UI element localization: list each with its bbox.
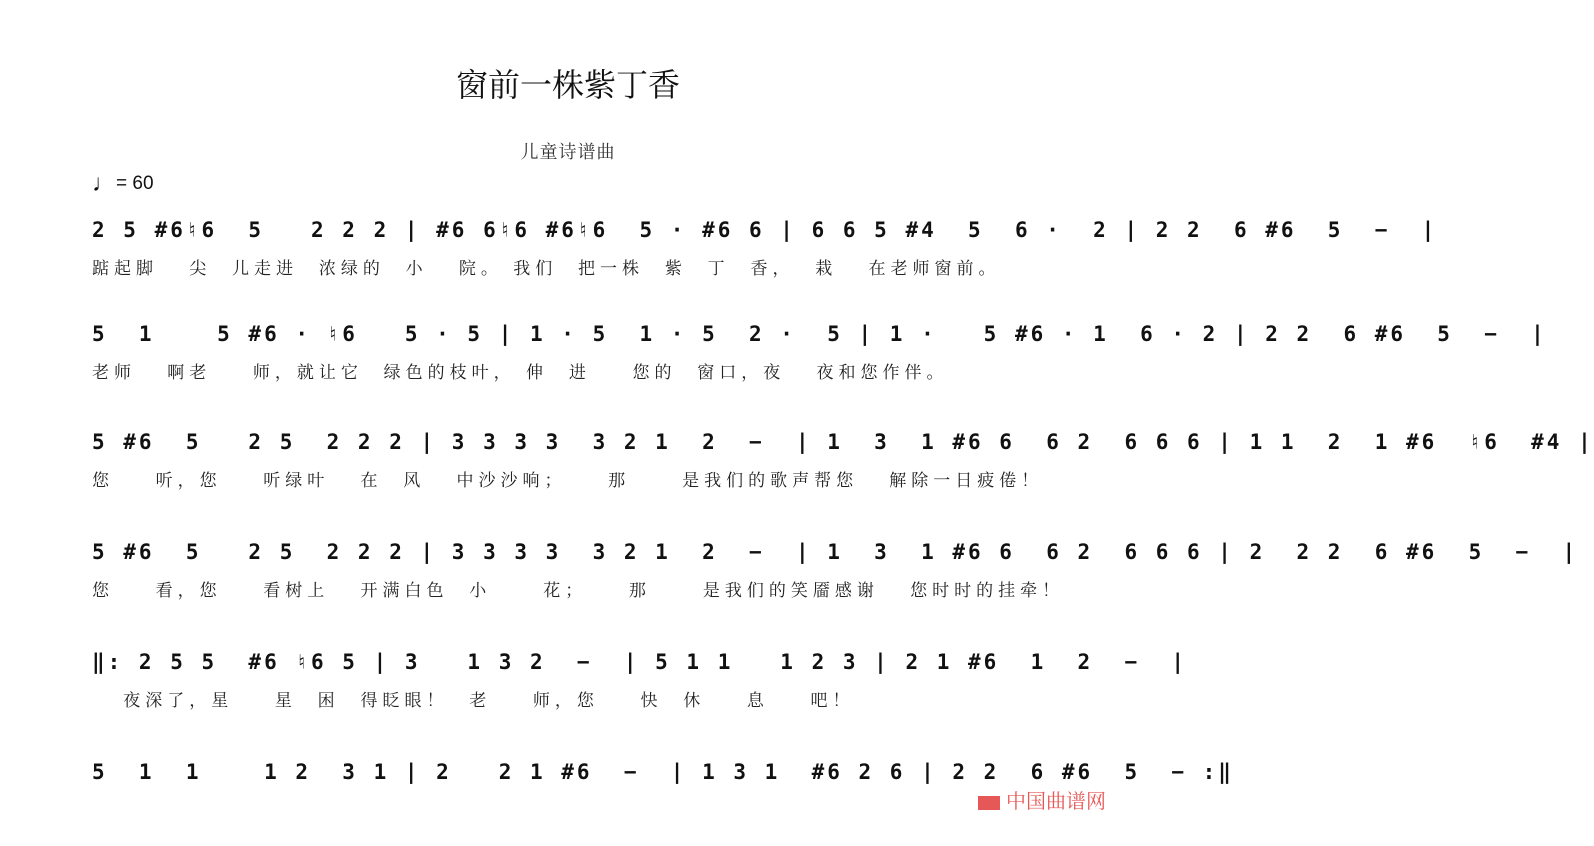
composer-credit: 儿童诗谱曲 [520,142,616,163]
watermark-text: 中国曲谱网 [1006,789,1106,813]
lyrics-row: 夜深了，星 星 困 得眨眼！ 老 师，您 快 休 息 吧！ [92,691,855,711]
page-crop-mask [0,800,900,846]
tempo-value: = 60 [116,173,154,194]
notation-row: 5 1 5 #6 · ♮6 5 · 5 | 1 · 5 1 · 5 2 · 5 | 1 · 5 #6 · 1 6 · 2 | 2 2 6 #6 5 − | [92,322,1547,346]
notation-row: 5 #6 5 2 5 2 2 2 | 3 3 3 3 3 2 1 2 − | 1 3 1 #6 6 6 2 6 6 6 | 2 2 2 6 #6 5 − | [92,540,1579,564]
lyrics-row: 老师 啊老 师，就让它 绿色的枝叶， 伸 进 您的 窗口，夜 夜和您作伴。 [92,363,949,383]
lyrics-row: 您 看，您 看树上 开满白色 小 花； 那 是我们的笑靥感谢 您时时的挂牵！ [92,581,1065,601]
notation-row: 5 1 1 1 2 3 1 | 2 2 1 #6 − | 1 3 1 #6 2 6 | 2 2 6 #6 5 − :‖ [92,760,1234,784]
notation-row: 5 #6 5 2 5 2 2 2 | 3 3 3 3 3 2 1 2 − | 1 3 1 #6 6 6 2 6 6 6 | 1 1 2 1 #6 ♮6 #4 | [92,430,1594,454]
quarter-note-icon: ♩ [92,170,116,197]
site-watermark [978,785,1106,814]
notation-row: ‖: 2 5 5 #6 ♮6 5 | 3 1 3 2 − | 5 1 1 1 2 3 | 2 1 #6 1 2 − | [92,650,1188,674]
lyrics-row: 踮起脚 尖 儿走进 浓绿的 小 院。 我们 把一株 紫 丁 香， 栽 在老师窗前。 [92,259,1001,279]
song-title: 窗前一株紫丁香 [455,66,680,104]
tempo-marking [92,170,154,198]
lyrics-row: 您 听，您 听绿叶 在 风 中沙沙响； 那 是我们的歌声帮您 解除一日疲倦！ [92,471,1044,491]
logo-icon [978,796,1000,810]
notation-row: 2 5 #6♮6 5 2 2 2 | #6 6♮6 #6♮6 5 · #6 6 | 6 6 5 #4 5 6 · 2 | 2 2 6 #6 5 − | [92,218,1438,242]
